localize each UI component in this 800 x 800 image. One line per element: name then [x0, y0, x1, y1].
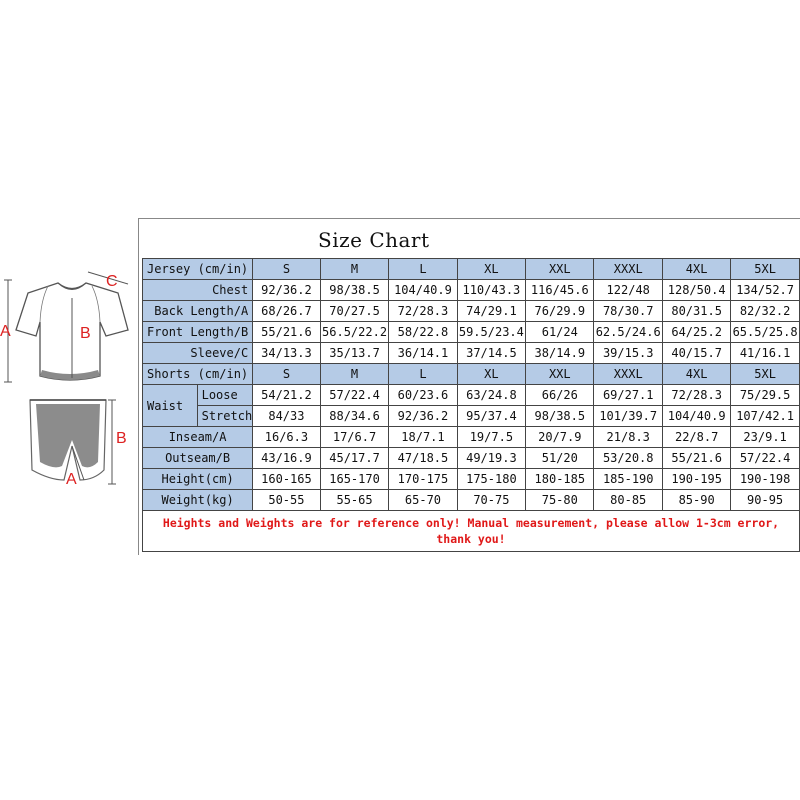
table-cell: 39/15.3: [594, 343, 663, 364]
table-cell: 65-70: [389, 490, 457, 511]
table-cell: 63/24.8: [457, 385, 526, 406]
table-cell: 116/45.6: [526, 280, 594, 301]
table-row-inseam: [143, 427, 800, 448]
table-cell: 45/17.7: [320, 448, 389, 469]
table-cell: 185-190: [594, 469, 663, 490]
disclaimer-note: Heights and Weights are for reference only! Manual measurement, please allow 1-3cm error, thank you!: [143, 511, 800, 552]
table-cell: 70/27.5: [320, 301, 389, 322]
table-cell: 65.5/25.8: [731, 322, 800, 343]
shorts-label-b: B: [116, 430, 127, 447]
table-row-waist-stretch: [143, 406, 800, 427]
table-cell: 20/7.9: [526, 427, 594, 448]
size-header: S: [253, 364, 320, 385]
jersey-label-c: C: [106, 273, 118, 290]
table-cell: 41/16.1: [731, 343, 800, 364]
table-cell: 56.5/22.2: [320, 322, 389, 343]
garment-diagrams: [0, 0, 140, 520]
table-cell: 68/26.7: [253, 301, 320, 322]
table-cell: 64/25.2: [663, 322, 731, 343]
table-row-front-length: [143, 322, 800, 343]
size-header: XXXL: [594, 364, 663, 385]
table-cell: 54/21.2: [253, 385, 320, 406]
size-chart-title: Size Chart: [318, 228, 430, 252]
table-cell: 170-175: [389, 469, 457, 490]
table-cell: 22/8.7: [663, 427, 731, 448]
table-cell: 92/36.2: [389, 406, 457, 427]
table-cell: 76/29.9: [526, 301, 594, 322]
jersey-label-b: B: [80, 325, 91, 342]
table-cell: 55/21.6: [663, 448, 731, 469]
size-header: XL: [457, 364, 526, 385]
table-cell: 78/30.7: [594, 301, 663, 322]
table-cell: 110/43.3: [457, 280, 526, 301]
size-header: XXXL: [594, 259, 663, 280]
row-label: Sleeve/C: [143, 343, 253, 364]
table-cell: 190-195: [663, 469, 731, 490]
table-cell: 107/42.1: [731, 406, 800, 427]
table-cell: 75-80: [526, 490, 594, 511]
table-cell: 85-90: [663, 490, 731, 511]
table-cell: 19/7.5: [457, 427, 526, 448]
table-cell: 51/20: [526, 448, 594, 469]
table-cell: 36/14.1: [389, 343, 457, 364]
table-cell: 21/8.3: [594, 427, 663, 448]
size-header: S: [253, 259, 320, 280]
table-cell: 84/33: [253, 406, 320, 427]
table-cell: 53/20.8: [594, 448, 663, 469]
table-cell: 50-55: [253, 490, 320, 511]
table-cell: 57/22.4: [731, 448, 800, 469]
table-row-weight: [143, 490, 800, 511]
row-label: Back Length/A: [143, 301, 253, 322]
size-header: M: [320, 259, 389, 280]
table-cell: 122/48: [594, 280, 663, 301]
table-cell: 98/38.5: [320, 280, 389, 301]
row-sublabel: Stretch: [197, 406, 253, 427]
table-cell: 90-95: [731, 490, 800, 511]
table-cell: 82/32.2: [731, 301, 800, 322]
table-cell: 104/40.9: [389, 280, 457, 301]
table-cell: 47/18.5: [389, 448, 457, 469]
table-cell: 101/39.7: [594, 406, 663, 427]
table-cell: 72/28.3: [663, 385, 731, 406]
table-cell: 66/26: [526, 385, 594, 406]
shorts-header-row: [143, 364, 800, 385]
table-row-sleeve: [143, 343, 800, 364]
table-cell: 43/16.9: [253, 448, 320, 469]
table-row-height: [143, 469, 800, 490]
table-cell: 59.5/23.4: [457, 322, 526, 343]
row-label: Height(cm): [143, 469, 253, 490]
jersey-label-a: A: [0, 323, 11, 340]
shorts-diagram: [30, 400, 127, 488]
table-cell: 180-185: [526, 469, 594, 490]
table-cell: 58/22.8: [389, 322, 457, 343]
table-cell: 72/28.3: [389, 301, 457, 322]
size-header: M: [320, 364, 389, 385]
jersey-header-label: Jersey (cm/in): [143, 259, 253, 280]
size-header: L: [389, 259, 457, 280]
size-header: 5XL: [731, 364, 800, 385]
shorts-label-a: A: [66, 471, 77, 488]
row-label: Inseam/A: [143, 427, 253, 448]
table-cell: 74/29.1: [457, 301, 526, 322]
table-cell: 98/38.5: [526, 406, 594, 427]
table-cell: 88/34.6: [320, 406, 389, 427]
row-sublabel: Loose: [197, 385, 253, 406]
table-cell: 18/7.1: [389, 427, 457, 448]
size-header: 5XL: [731, 259, 800, 280]
table-cell: 70-75: [457, 490, 526, 511]
row-label: Outseam/B: [143, 448, 253, 469]
table-cell: 37/14.5: [457, 343, 526, 364]
table-cell: 23/9.1: [731, 427, 800, 448]
table-cell: 80-85: [594, 490, 663, 511]
table-cell: 57/22.4: [320, 385, 389, 406]
table-cell: 55/21.6: [253, 322, 320, 343]
table-cell: 55-65: [320, 490, 389, 511]
table-row-waist-loose: [143, 385, 800, 406]
table-cell: 175-180: [457, 469, 526, 490]
table-row-back-length: [143, 301, 800, 322]
table-cell: 160-165: [253, 469, 320, 490]
size-header: XL: [457, 259, 526, 280]
size-header: 4XL: [663, 259, 731, 280]
table-cell: 62.5/24.6: [594, 322, 663, 343]
table-cell: 80/31.5: [663, 301, 731, 322]
table-cell: 35/13.7: [320, 343, 389, 364]
table-cell: 34/13.3: [253, 343, 320, 364]
table-row-outseam: [143, 448, 800, 469]
table-cell: 134/52.7: [731, 280, 800, 301]
table-cell: 104/40.9: [663, 406, 731, 427]
table-cell: 95/37.4: [457, 406, 526, 427]
size-header: XXL: [526, 259, 594, 280]
table-cell: 17/6.7: [320, 427, 389, 448]
size-header: XXL: [526, 364, 594, 385]
table-cell: 60/23.6: [389, 385, 457, 406]
table-cell: 69/27.1: [594, 385, 663, 406]
table-cell: 190-198: [731, 469, 800, 490]
table-cell: 38/14.9: [526, 343, 594, 364]
table-cell: 165-170: [320, 469, 389, 490]
table-cell: 92/36.2: [253, 280, 320, 301]
size-header: L: [389, 364, 457, 385]
table-cell: 16/6.3: [253, 427, 320, 448]
table-cell: 128/50.4: [663, 280, 731, 301]
table-row-chest: [143, 280, 800, 301]
table-note-row: [143, 511, 800, 552]
size-table: [142, 258, 800, 552]
table-cell: 40/15.7: [663, 343, 731, 364]
jersey-diagram: [0, 272, 128, 382]
table-cell: 75/29.5: [731, 385, 800, 406]
row-label: Front Length/B: [143, 322, 253, 343]
size-header: 4XL: [663, 364, 731, 385]
shorts-header-label: Shorts (cm/in): [143, 364, 253, 385]
row-label: Weight(kg): [143, 490, 253, 511]
waist-label: Waist: [143, 385, 198, 427]
row-label: Chest: [143, 280, 253, 301]
table-cell: 61/24: [526, 322, 594, 343]
jersey-header-row: [143, 259, 800, 280]
table-cell: 49/19.3: [457, 448, 526, 469]
